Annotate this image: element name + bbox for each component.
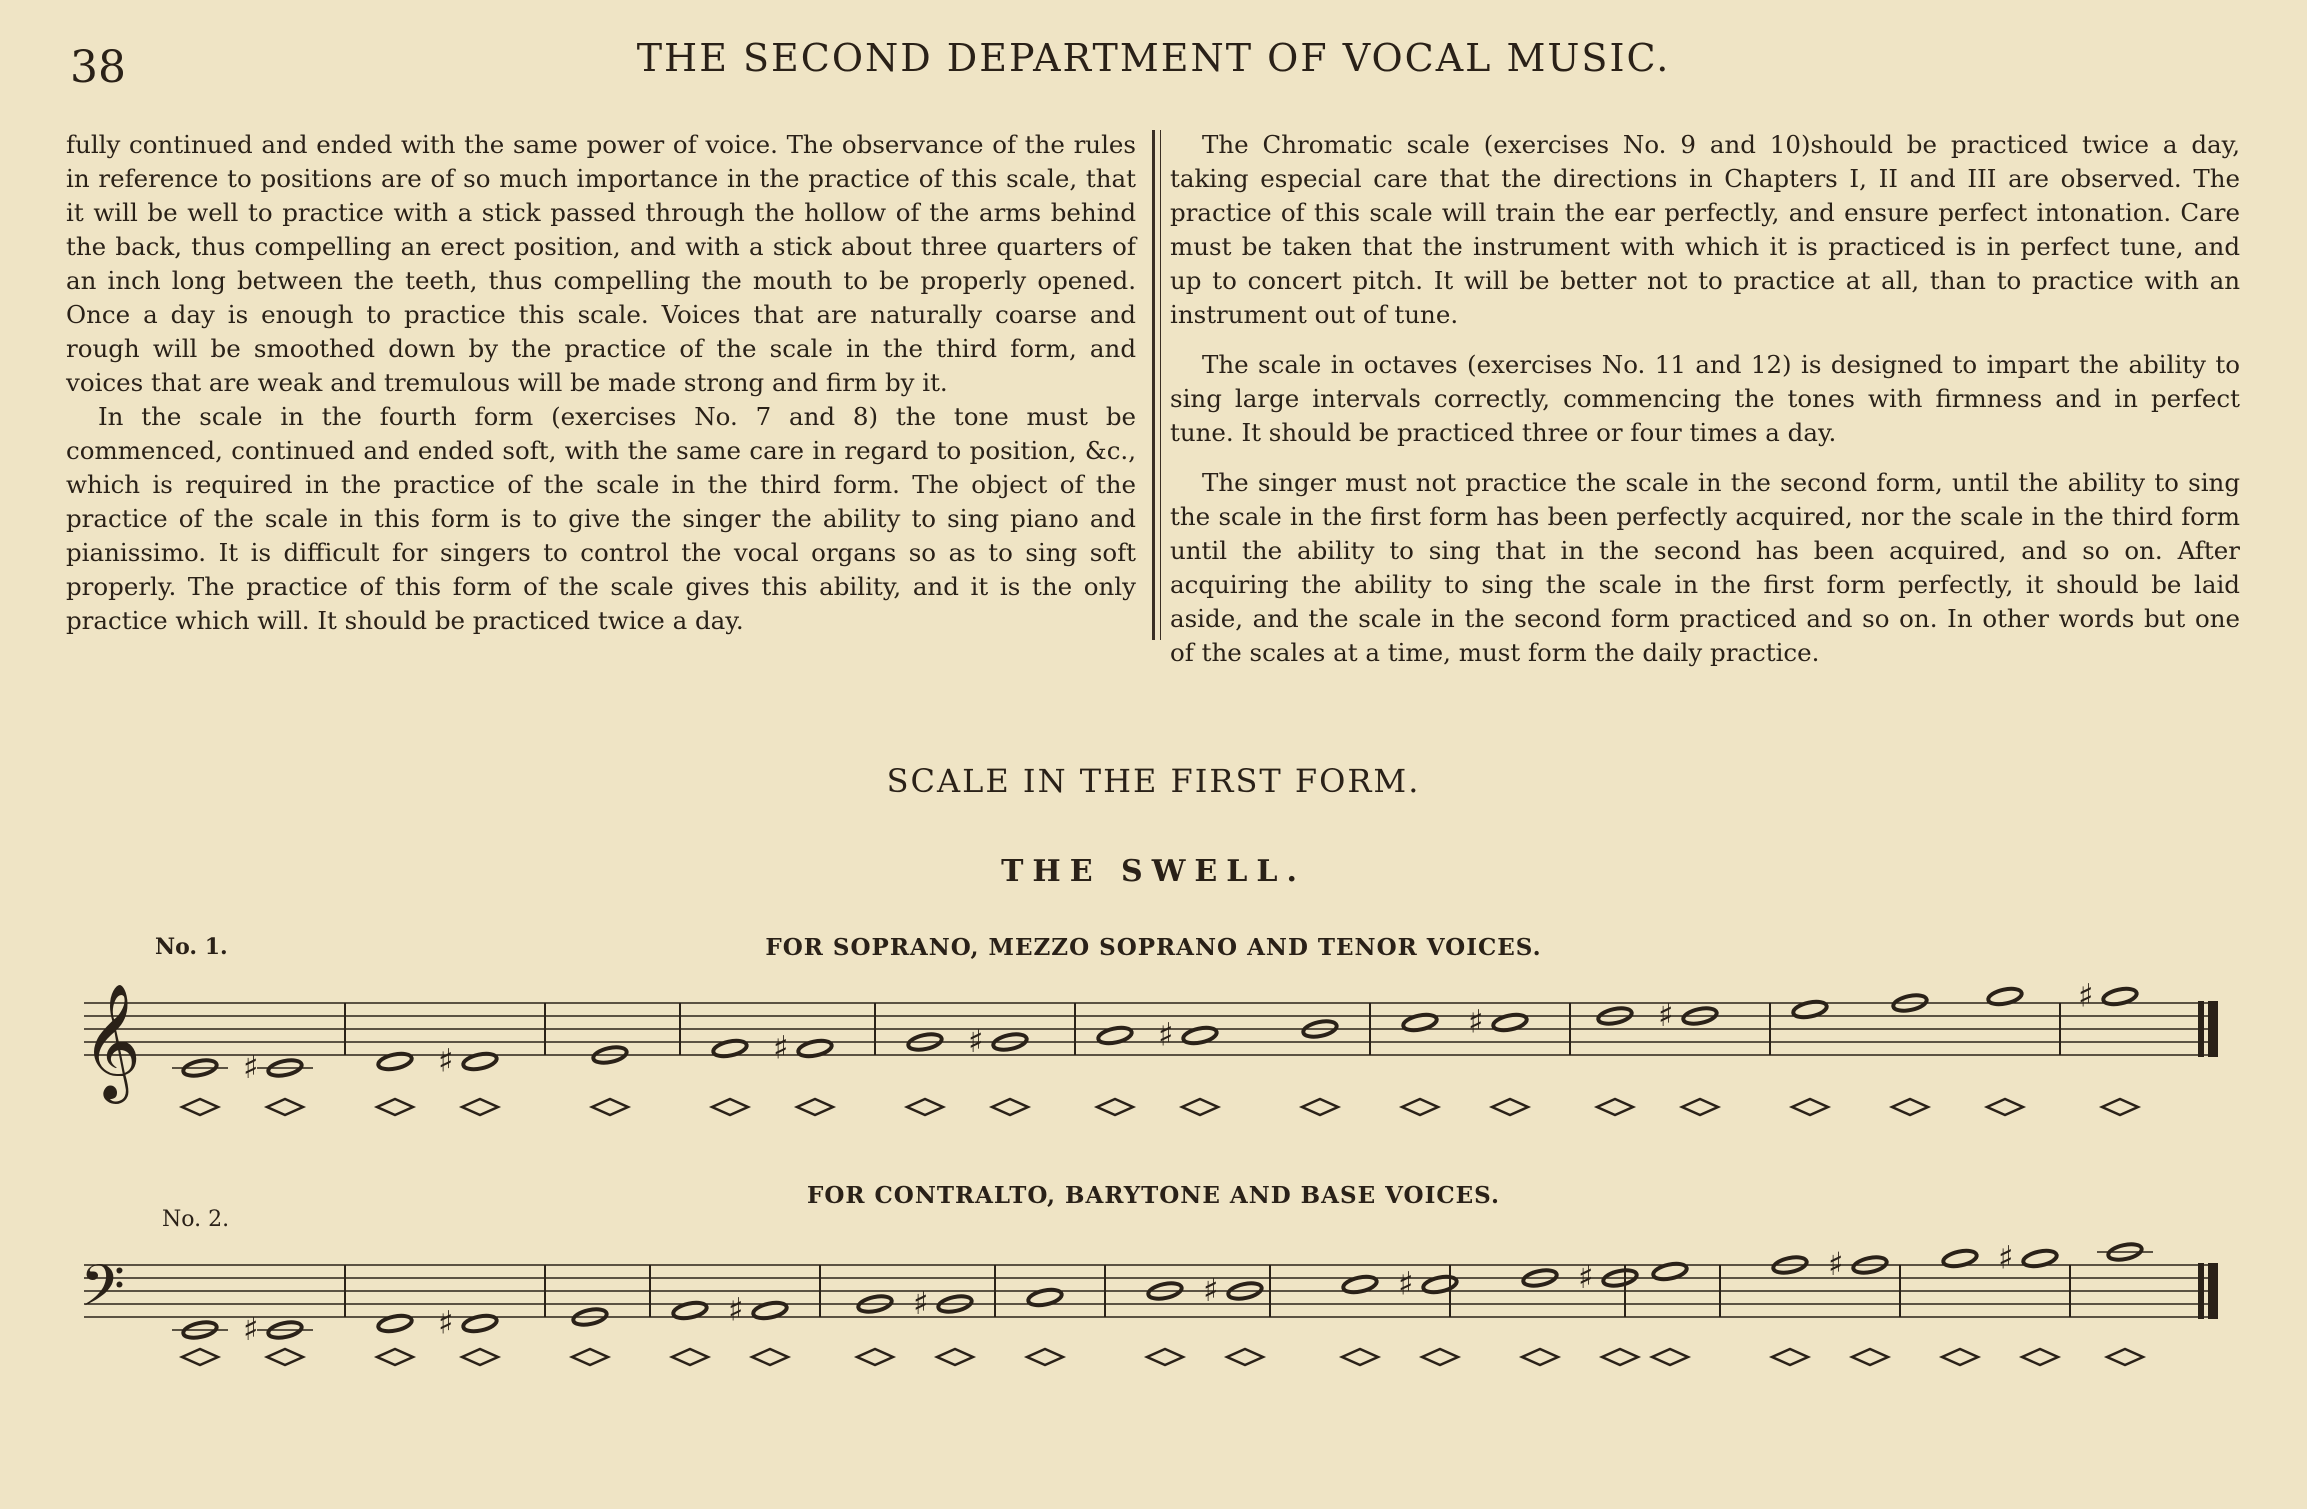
sharp-sign: ♯ [1398,1264,1414,1303]
exercise-1-voices: FOR SOPRANO, MEZZO SOPRANO AND TENOR VOICES. [765,934,1542,961]
page-number: 38 [70,42,126,93]
swell-symbol [1987,1099,2023,1115]
right-paragraph-3: The singer must not practice the scale in the second form, until the ability to sing the scale in the first form has been perfectly acquired, nor the scale in the third form until the ability to sing that in the second has been acquired, and so on. After acquiring the ability to sing the scale in the first form perfectly, it should be laid aside, and the scale in the second form practiced and so on. In other words but one of the scales at a time, must form the daily practice. [1170,468,2240,667]
treble-clef-icon: 𝄞 [82,982,142,1099]
section-title: SCALE IN THE FIRST FORM. [886,762,1421,800]
sharp-sign: ♯ [1828,1245,1844,1283]
right-paragraph-1: The Chromatic scale (exercises No. 9 and 10)should be practiced twice a day, taking especial care that the directions in Chapters I, II and III are observed. The practice of this scale will train the ear perfectly, and ensure perfect intonation. Care must be taken that the instrument with which it is practiced is in perfect tune, and up to concert pitch. It will be better not to practice at all, than to practice with an instrument out of tune. [1170,130,2240,329]
swell-symbol [572,1349,608,1365]
sharp-sign: ♯ [1468,1002,1484,1041]
swell-symbol [1182,1099,1218,1115]
swell-symbol [752,1349,788,1365]
sharp-sign: ♯ [968,1022,984,1060]
swell-symbol [267,1099,303,1115]
final-barline-thick [2208,1263,2218,1319]
swell-symbol [462,1099,498,1115]
swell-symbol [1597,1099,1633,1115]
swell-symbol [377,1099,413,1115]
swell-symbol [857,1349,893,1365]
swell-symbol [592,1099,628,1115]
exercise-2-voices: FOR CONTRALTO, BARYTONE AND BASE VOICES. [807,1182,1500,1209]
right-column [1170,128,2240,670]
swell-symbol [1422,1349,1458,1365]
sharp-sign: ♯ [1203,1271,1219,1309]
exercise-2-number: No. 2. [162,1207,230,1232]
section-subtitle: THE SWELL. [1001,854,1306,889]
final-barline-thick [2208,1001,2218,1057]
swell-symbol [1342,1349,1378,1365]
swell-symbol [712,1099,748,1115]
swell-symbol [1097,1099,1133,1115]
swell-symbol [1682,1099,1718,1115]
sharp-sign: ♯ [438,1041,454,1080]
final-barline-thin [2198,1263,2204,1319]
swell-symbol [182,1349,218,1365]
right-paragraph-2: The scale in octaves (exercises No. 11 and 12) is designed to impart the ability to sing large intervals correctly, commencing the tones with firmness and in perfect tune. It should be practiced three or four times a day. [1170,350,2240,447]
sharp-sign: ♯ [1998,1238,2014,1277]
sharp-sign: ♯ [438,1303,454,1342]
swell-symbol [937,1349,973,1365]
sharp-sign: ♯ [773,1028,789,1067]
swell-symbol [2022,1349,2058,1365]
left-paragraph-2: In the scale in the fourth form (exercises No. 7 and 8) the tone must be commenced, continued and ended soft, with the same care in regard to position, &c., which is required in the practice of the scale in the third form. The object of the practice of the scale in this form is to give the singer the ability to sing piano and pianissimo. It is difficult for singers to control the vocal organs so as to sing soft properly. The practice of this form of the scale gives this ability, and it is the only practice which will. It should be practiced twice a day. [66,402,1136,635]
sharp-sign: ♯ [243,1310,259,1348]
sharp-sign: ♯ [2078,976,2094,1015]
swell-symbol [797,1099,833,1115]
sharp-sign: ♯ [243,1048,259,1086]
swell-symbol [1772,1349,1808,1365]
left-column [66,128,1136,638]
swell-symbol [1492,1099,1528,1115]
swell-symbol [1652,1349,1688,1365]
swell-symbol [1942,1349,1978,1365]
final-barline-thin [2198,1001,2204,1057]
swell-symbol [267,1349,303,1365]
column-divider [1152,130,1155,640]
swell-symbol [992,1099,1028,1115]
swell-symbol [2107,1349,2143,1365]
swell-symbol [1402,1099,1438,1115]
swell-symbol [1302,1099,1338,1115]
swell-symbol [1892,1099,1928,1115]
sharp-sign: ♯ [1658,996,1674,1034]
swell-symbol [1522,1349,1558,1365]
swell-symbol [1602,1349,1638,1365]
swell-symbol [1027,1349,1063,1365]
sharp-sign: ♯ [728,1290,744,1329]
swell-symbol [1792,1099,1828,1115]
swell-symbol [1227,1349,1263,1365]
swell-symbol [1147,1349,1183,1365]
swell-symbol [2102,1099,2138,1115]
swell-symbol [462,1349,498,1365]
sharp-sign: ♯ [913,1284,929,1322]
sharp-sign: ♯ [1578,1258,1594,1296]
exercise-1-number: No. 1. [155,934,228,960]
bass-clef-icon: 𝄢 [80,1252,126,1334]
swell-symbol [672,1349,708,1365]
swell-symbol [377,1349,413,1365]
column-divider-thin [1160,130,1161,640]
running-title: THE SECOND DEPARTMENT OF VOCAL MUSIC. [636,36,1671,80]
swell-symbol [1852,1349,1888,1365]
sharp-sign: ♯ [1158,1015,1174,1054]
swell-symbol [182,1099,218,1115]
swell-symbol [907,1099,943,1115]
staff-exercise-2 [0,1225,2307,1425]
left-paragraph-1: fully continued and ended with the same power of voice. The observance of the rules in reference to positions are of so much importance in the practice of this scale, that it will be well to practice with a stick passed through the hollow of the arms behind the back, thus compelling an erect position, and with a stick about three quarters of an inch long between the teeth, thus compelling the mouth to be properly opened. Once a day is enough to practice this scale. Voices that are naturally coarse and rough will be smoothed down by the practice of the scale in the third form, and voices that are weak and tremulous will be made strong and firm by it. [66,130,1136,397]
staff-exercise-1 [0,975,2307,1175]
